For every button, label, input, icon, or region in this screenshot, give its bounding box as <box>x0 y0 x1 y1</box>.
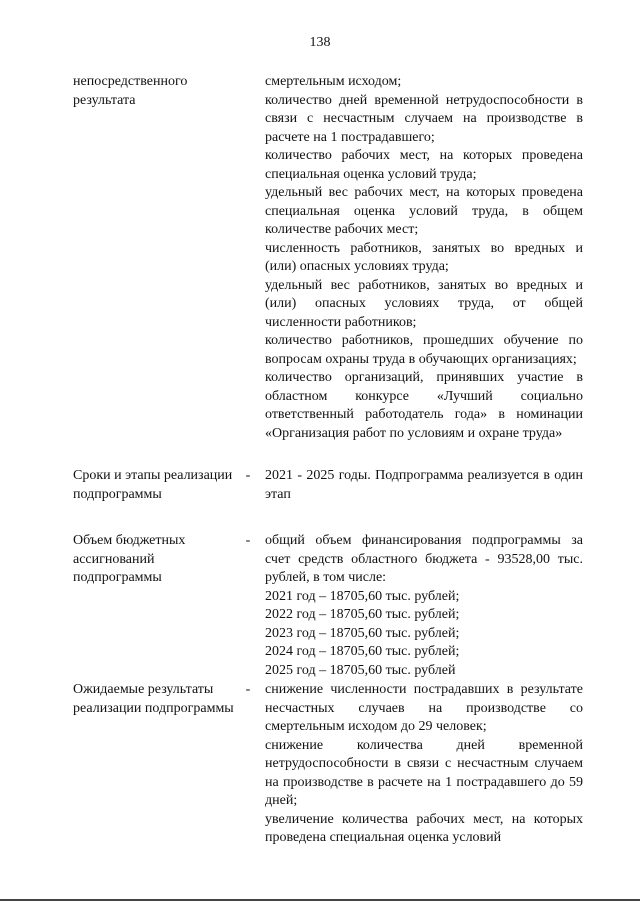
row-content <box>265 532 583 680</box>
budget-year-line: 2024 год – 18705,60 тыс. рублей; <box>265 644 460 659</box>
row-dash: - <box>245 682 251 697</box>
budget-year-line: 2025 год – 18705,60 тыс. рублей <box>265 662 456 678</box>
budget-year-line: 2022 год – 18705,60 тыс. рублей; <box>265 607 460 622</box>
timeframe-text: 2021 - 2025 годы. Подпрограмма реализуется в один этап <box>265 468 583 502</box>
budget-year-line: 2021 год – 18705,60 тыс. рублей; <box>265 588 460 604</box>
row-label: Ожидаемые результаты реализации подпрограммы <box>73 682 234 716</box>
expected-result-item: увеличение количества рабочих мест, на которых проведена специальная оценка условий <box>265 811 583 845</box>
indicator-item: численность работников, занятых во вредных и (или) опасных условиях труда; <box>265 240 583 274</box>
row-label: Объем бюджетных ассигнований подпрограммы <box>73 533 186 585</box>
indicator-item: удельный вес рабочих мест, на которых проведена специальная оценка условий труда, в общем количестве рабочих мест; <box>265 185 583 237</box>
bottom-scan-edge <box>0 899 640 901</box>
row-label: непосредственного результата <box>73 74 188 108</box>
budget-total-text: общий объем финансирования подпрограммы за счет средств областного бюджета - 93528,00 тыс. рублей, в том числе: <box>265 533 583 585</box>
row-content <box>265 681 583 848</box>
indicator-item: удельный вес работников, занятых во вредных и (или) опасных условиях труда, от общей численности работников; <box>265 277 583 330</box>
page-number: 138 <box>309 35 331 50</box>
row-content <box>265 467 583 504</box>
row-label: Сроки и этапы реализации подпрограммы <box>73 468 233 502</box>
indicator-item: количество организаций, принявших участие в областном конкурсе «Лучший социально ответственный работодатель года» в номинации «Организация работ по условиям и охране труда» <box>265 370 583 441</box>
row-content <box>265 73 583 443</box>
row-dash: - <box>245 468 251 483</box>
indicator-item: количество работников, прошедших обучение по вопросам охраны труда в обучающих организациях; <box>265 333 583 367</box>
expected-result-item: снижение численности пострадавших в результате несчастных случаев на производстве со смертельным исходом до 29 человек; <box>265 682 583 734</box>
indicator-item: смертельным исходом; <box>265 74 402 89</box>
expected-result-item: снижение количества дней временной нетрудоспособности в связи с несчастным случаем на производстве в расчете на 1 пострадавшего до 59 дней; <box>265 737 583 808</box>
indicator-item: количество рабочих мест, на которых проведена специальная оценка условий труда; <box>265 148 583 182</box>
indicator-item: количество дней временной нетрудоспособности в связи с несчастным случаем на производстве в расчете на 1 пострадавшего; <box>265 92 583 145</box>
budget-year-line: 2023 год – 18705,60 тыс. рублей; <box>265 625 460 641</box>
row-dash: - <box>245 533 251 548</box>
